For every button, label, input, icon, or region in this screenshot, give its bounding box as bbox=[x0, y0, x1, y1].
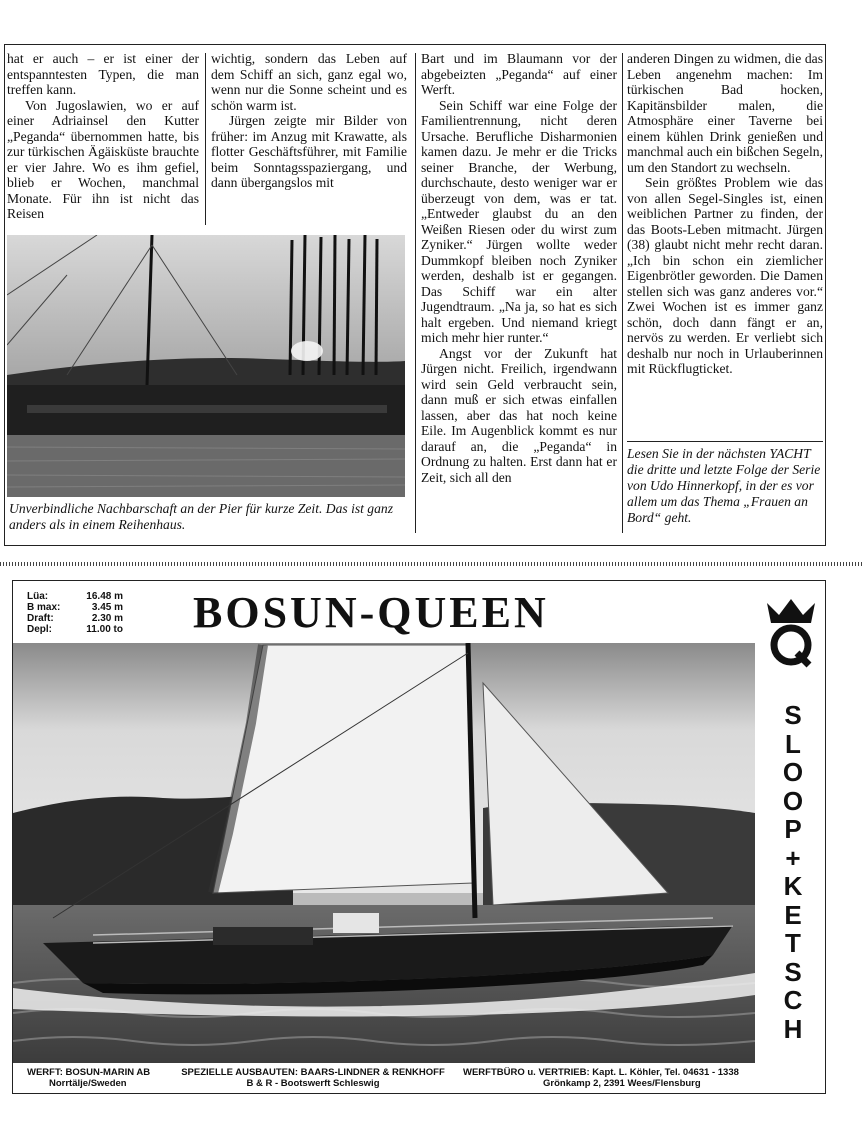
sailboat-photo-graphic bbox=[13, 643, 755, 1063]
footer-line: WERFT: BOSUN-MARIN AB bbox=[27, 1067, 151, 1078]
footer-ausbau bbox=[173, 1067, 453, 1089]
paragraph: Von Jugoslawien, wo er auf einer Adriainsel den Kutter „Peganda“ übernommen hatte, bis zur türkischen Ägäisküste brauchte er vier Jahre. Wo es ihm gefiel, blieb er Wochen, manchmal Monate. Für ihn ist nicht das Reisen bbox=[7, 97, 199, 221]
photo-caption: Unverbindliche Nachbarschaft an der Pier für kurze Zeit. Das ist ganz anders als in einem Reihenhaus. bbox=[9, 501, 393, 532]
paragraph: Angst vor der Zukunft hat Jürgen nicht. Freilich, irgendwann wird sein Geld verbraucht sein, dann muß er sich etwas einfallen lassen, aber das hat noch keine Eile. Im Augenblick kommt es nur darauf an, die „Peganda“ in Ordnung zu halten. Erst dann hat er Zeit, sich all den bbox=[421, 345, 617, 485]
queen-logo bbox=[763, 597, 819, 669]
vertical-letter: P bbox=[784, 814, 802, 844]
vertical-letter: C bbox=[783, 985, 803, 1015]
spec-value: 11.00 to bbox=[86, 624, 123, 635]
article-column-3 bbox=[421, 51, 617, 485]
crown-icon bbox=[763, 597, 819, 669]
footer-vertrieb bbox=[463, 1067, 761, 1089]
column-rule bbox=[622, 53, 623, 533]
vertical-letter: + bbox=[785, 842, 801, 873]
vertical-letter: O bbox=[782, 757, 804, 787]
paragraph: Bart und im Blaumann vor der abgebeizten „Peganda“ auf einer Werft. bbox=[421, 51, 617, 97]
spec-key: B max: bbox=[27, 602, 61, 613]
spec-row bbox=[27, 624, 123, 635]
spec-value: 3.45 m bbox=[91, 602, 123, 613]
vertical-letter: O bbox=[782, 785, 804, 816]
vertical-letter: H bbox=[783, 1013, 803, 1044]
vertical-letter: S bbox=[784, 700, 802, 730]
footer-line: Norrtälje/Sweden bbox=[49, 1078, 127, 1089]
harbor-photo bbox=[7, 235, 405, 497]
spec-key: Lüa: bbox=[27, 591, 49, 602]
spec-row bbox=[27, 602, 123, 613]
vertical-letter: T bbox=[785, 928, 801, 958]
article-column-2 bbox=[211, 51, 407, 191]
spec-row bbox=[27, 613, 123, 624]
footer-line: B & R - Bootswerft Schleswig bbox=[246, 1078, 380, 1089]
column-rule bbox=[205, 53, 206, 225]
spec-key: Draft: bbox=[27, 613, 54, 624]
vertical-letter: K bbox=[783, 871, 803, 901]
article-column-1 bbox=[7, 51, 199, 222]
article-column-4 bbox=[627, 51, 823, 377]
spec-key: Depl: bbox=[27, 624, 52, 635]
paragraph: Sein Schiff war eine Folge der Familientrennung, nicht deren Ursache. Berufliche Disharmonien kamen dazu. Je mehr er die Tricks seiner Branche, der Werbung, durchschaute, desto weniger war er überzeugt von dem, was er tat. „Entweder glaubst du an den Weißen Riesen oder du wirst zum Zyniker.“ Jürgen wollte weder Dummkopf bleiben noch Zyniker werden, deshalb ist er gegangen. Das Schiff war ein alter Jugendtraum. „Na ja, so hat es sich halt ergeben. Und niemand kriegt mich mehr hier runter.“ bbox=[421, 97, 617, 345]
paragraph: anderen Dingen zu widmen, die das Leben angenehm machen: Im türkischen Bad hocken, Kapitänsbilder malen, die Atmosphäre einer Taverne bei einem kühlen Drink genießen und manchmal auch ein bißchen Segeln, um den Standort zu wechseln. bbox=[627, 51, 823, 175]
ad-title: BOSUN-QUEEN bbox=[193, 588, 549, 637]
spec-value: 16.48 m bbox=[86, 591, 123, 602]
vertical-letter: E bbox=[784, 899, 802, 930]
vertical-letter: S bbox=[784, 956, 802, 987]
boat-advertisement bbox=[12, 580, 826, 1094]
sailboat-photo bbox=[13, 643, 755, 1063]
spec-value: 2.30 m bbox=[91, 613, 123, 624]
footer-line: Grönkamp 2, 2391 Wees/Flensburg bbox=[543, 1078, 701, 1089]
sloop-ketsch-vertical bbox=[775, 701, 811, 1043]
harbor-photo-graphic bbox=[7, 235, 405, 497]
article-box bbox=[4, 44, 826, 546]
paragraph: Sein größtes Problem wie das von allen Segel-Singles ist, einen weiblichen Partner zu finden, der das Boots-Leben mitmacht. Jürgen (38) glaubt nicht mehr recht daran. „Ich bin schon ein ziemlicher Eigenbrötler geworden. Die Damen stellen sich was ganz anderes vor.“ Zwei Wochen ist es immer ganz schön, doch dann fängt er an, nervös zu werden. Er verliebt sich deshalb nur noch in Urlauberinnen mit Rückflugticket. bbox=[627, 175, 823, 376]
footer-werft bbox=[27, 1067, 150, 1089]
footer-line: WERFTBÜRO u. VERTRIEB: Kapt. L. Köhler, Tel. 04631 - 1338 bbox=[463, 1067, 739, 1078]
spec-table bbox=[27, 591, 123, 635]
spec-row bbox=[27, 591, 123, 602]
footer-line: SPEZIELLE AUSBAUTEN: BAARS-LINDNER & RENKHOFF bbox=[181, 1067, 445, 1078]
column-rule bbox=[415, 53, 416, 533]
series-note: Lesen Sie in der nächsten YACHT die dritte und letzte Folge der Serie von Udo Hinnerkopf, in der es vor allem um das Thema „Frauen an Bord“ geht. bbox=[627, 441, 823, 526]
vertical-letter: L bbox=[785, 728, 801, 759]
page-divider bbox=[0, 562, 864, 566]
paragraph: Jürgen zeigte mir Bilder von früher: im Anzug mit Krawatte, als flotter Geschäftsführer, mit Familie beim Sonntagsspaziergang, und dann übergangslos mit bbox=[211, 113, 407, 190]
paragraph: hat er auch – er ist einer der entspanntesten Typen, die man treffen kann. bbox=[7, 51, 199, 97]
paragraph: wichtig, sondern das Leben auf dem Schiff an sich, ganz egal wo, wenn nur die Sonne scheint und es schön warm ist. bbox=[211, 51, 407, 113]
